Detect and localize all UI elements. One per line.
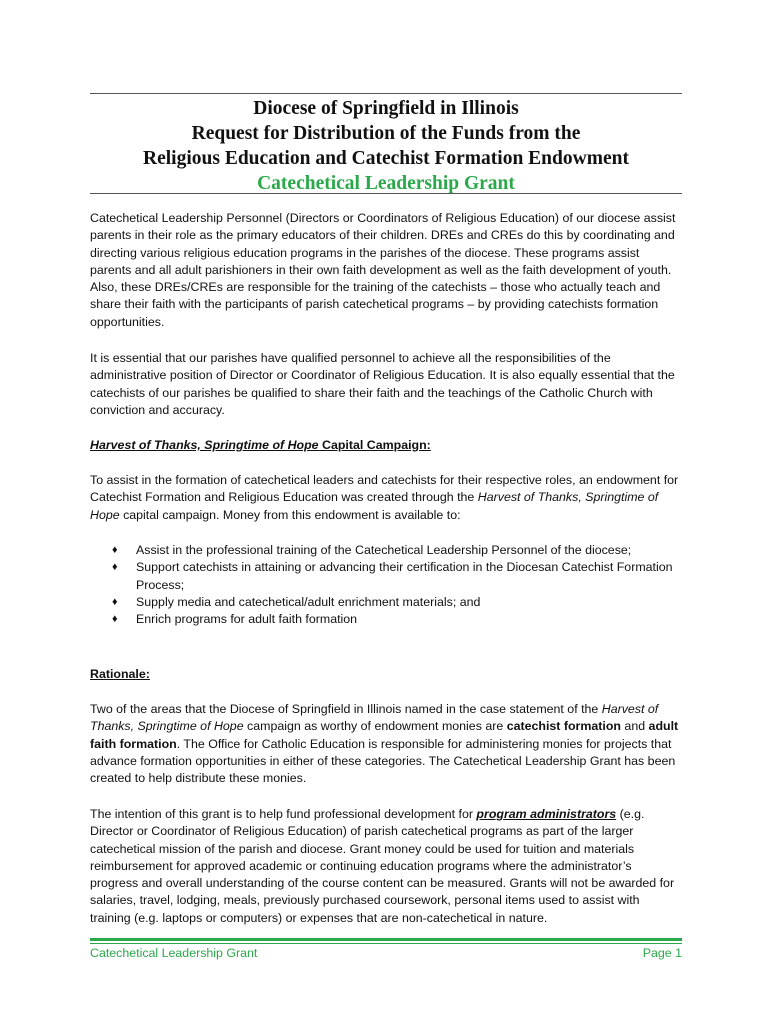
campaign-paragraph	[90, 472, 682, 524]
diamond-bullet-icon: ♦	[112, 595, 118, 608]
diamond-bullet-icon: ♦	[112, 561, 118, 574]
intro-section	[90, 210, 682, 331]
header-diocese: Diocese of Springfield in Illinois	[253, 98, 519, 119]
header-endowment: Religious Education and Catechist Formation Endowment	[143, 148, 629, 169]
footer-thick-rule	[90, 938, 682, 941]
diamond-bullet-icon: ♦	[112, 544, 118, 556]
list-item: ♦ Enrich programs for adult faith formation	[90, 611, 682, 628]
rationale-heading	[90, 666, 682, 683]
header-bottom-rule	[90, 193, 682, 194]
campaign-bullet-list	[90, 542, 682, 628]
intro-section-2	[90, 350, 682, 419]
list-item: ♦ Support catechists in attaining or advancing their certification in the Diocesan Catechist Formation Process;	[112, 560, 673, 592]
campaign-text-italic: Harvest of Thanks, Springtime of Hope	[90, 490, 659, 522]
intro-paragraph-1: Catechetical Leadership Personnel (Directors or Coordinators of Religious Education) of our diocese assist parents in their role as the primary educators of their children. DREs and CREs do this by coordinating and directing various religious education programs in the parishes of the diocese. These programs assist parents and all adult parishioners in their own faith development as well as the faith development of youth. Also, these DREs/CREs are responsible for the training of the catechists – those who actually teach and share their faith with the participants of parish catechetical programs – by providing catechists formation opportunities.	[90, 211, 676, 329]
footer-thin-rule	[90, 943, 682, 944]
document-header	[90, 96, 682, 196]
rationale-paragraph-2: The intention of this grant is to help fund professional development for program administrators (e.g. Director or Coordinator of Religious Education) of parish catechetical programs as part of the larger catechetical mission of the parish and diocese. Grant money could be used for tuition and materials reimbursement for approved academic or continuing education programs where the administrator’s progress and overall understanding of the course content can be measured. Grants will not be awarded for salaries, travel, lodging, meals, previously purchased coursework, personal items used to assist with training (e.g. laptops or computers) or expenses that are non-catechetical in nature.	[90, 807, 675, 925]
list-item: ♦ Assist in the professional training of the Catechetical Leadership Personnel of the diocese;	[90, 542, 682, 559]
program-administrators-emphasis: program administrators	[476, 807, 617, 821]
rationale-paragraph-1: Two of the areas that the Diocese of Springfield in Illinois named in the case statement of the Harvest of Thanks, Springtime of Hope campaign as worthy of endowment monies are catechist formation and adult faith formation. The Office for Catholic Education is responsible for administering monies for projects that advance formation opportunities in either of these categories. The Catechetical Leadership Grant has been created to help distribute these monies.	[90, 702, 679, 786]
diamond-bullet-icon: ♦	[112, 613, 118, 626]
header-request: Request for Distribution of the Funds from the	[191, 123, 581, 144]
footer-title: Catechetical Leadership Grant	[90, 946, 258, 960]
campaign-text-end: capital campaign. Money from this endowment is available to:	[119, 507, 461, 522]
catechist-formation-emphasis: catechist formation	[506, 719, 621, 734]
page-footer	[90, 945, 682, 962]
campaign-heading	[90, 437, 682, 454]
campaign-heading-italic: Harvest of Thanks, Springtime of Hope	[90, 438, 319, 452]
campaign-heading-rest: Capital Campaign:	[318, 438, 431, 452]
rationale-heading-text: Rationale:	[90, 667, 150, 681]
list-item: ♦ Supply media and catechetical/adult enrichment materials; and	[90, 594, 682, 611]
header-top-rule	[90, 93, 682, 94]
campaign-text-start: To assist in the formation of catechetical leaders and catechists for their respective roles, an endowment for Catechist Formation and Religious Education was created through the	[90, 473, 679, 505]
intro-paragraph-2: It is essential that our parishes have qualified personnel to achieve all the responsibilities of the administrative position of Director or Coordinator of Religious Education. It is also equally essential that the catechists of our parishes be qualified to share their faith and the teachings of the Catholic Church with conviction and accuracy.	[90, 351, 675, 417]
header-grant-title: Catechetical Leadership Grant	[257, 173, 515, 194]
page-number: Page 1	[642, 946, 682, 960]
adult-faith-formation-emphasis: adult faith formation	[90, 719, 679, 751]
